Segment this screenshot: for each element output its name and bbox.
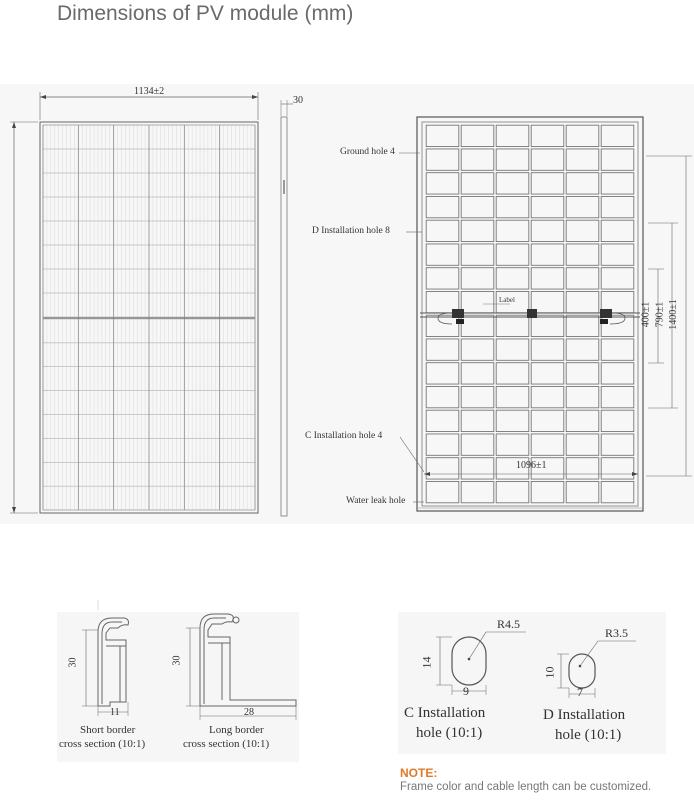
long-border-width: 28 bbox=[244, 707, 254, 718]
long-border-profile bbox=[200, 614, 296, 706]
dim-400: 400±1 bbox=[640, 301, 652, 328]
d-hole-radius: R3.5 bbox=[605, 626, 629, 640]
c-hole-caption-2: hole (10:1) bbox=[416, 725, 483, 741]
front-height-dim bbox=[0, 301, 1, 332]
short-border-width: 11 bbox=[110, 707, 120, 718]
thickness-dim: 30 bbox=[293, 95, 303, 106]
note-title: NOTE: bbox=[400, 766, 438, 780]
c-hole-width: 9 bbox=[463, 684, 469, 698]
label-tag: Label bbox=[499, 296, 515, 304]
short-border-caption-1: Short border bbox=[80, 724, 136, 736]
c-hole-height: 14 bbox=[419, 656, 434, 669]
c-hole-radius: R4.5 bbox=[497, 617, 521, 631]
water-leak-hole-label: Water leak hole bbox=[346, 496, 406, 506]
short-border-height: 30 bbox=[67, 657, 79, 668]
dim-790: 790±1 bbox=[654, 301, 666, 328]
c-hole-caption-1: C Installation bbox=[404, 705, 486, 721]
long-border-caption-1: Long border bbox=[209, 724, 264, 736]
junction-box-center bbox=[527, 309, 537, 318]
d-hole-caption-2: hole (10:1) bbox=[555, 727, 622, 743]
long-border-height: 30 bbox=[171, 655, 183, 666]
d-installation-hole-label: D Installation hole 8 bbox=[312, 226, 390, 236]
long-border-caption-2: cross section (10:1) bbox=[183, 738, 270, 750]
d-hole-width: 7 bbox=[577, 685, 583, 699]
note-text: Frame color and cable length can be customized. bbox=[400, 781, 652, 793]
page-title: Dimensions of PV module (mm) bbox=[57, 2, 354, 25]
d-installation-hole-shape bbox=[569, 654, 595, 688]
short-border-caption-2: cross section (10:1) bbox=[59, 738, 146, 750]
junction-box-right bbox=[600, 309, 612, 318]
front-view-panel bbox=[43, 125, 255, 510]
side-profile bbox=[281, 117, 287, 516]
c-installation-hole-label: C Installation hole 4 bbox=[305, 431, 383, 441]
dim-1400: 1400±1 bbox=[667, 299, 679, 330]
c-installation-hole-shape bbox=[452, 637, 486, 685]
short-border-profile bbox=[98, 600, 129, 706]
front-width-dim: 1134±2 bbox=[134, 86, 165, 97]
junction-box-left bbox=[452, 309, 464, 318]
d-hole-height: 10 bbox=[542, 666, 557, 679]
d-hole-caption-1: D Installation bbox=[543, 707, 626, 723]
dim-1096: 1096±1 bbox=[516, 460, 547, 471]
ground-hole-label: Ground hole 4 bbox=[340, 147, 395, 157]
